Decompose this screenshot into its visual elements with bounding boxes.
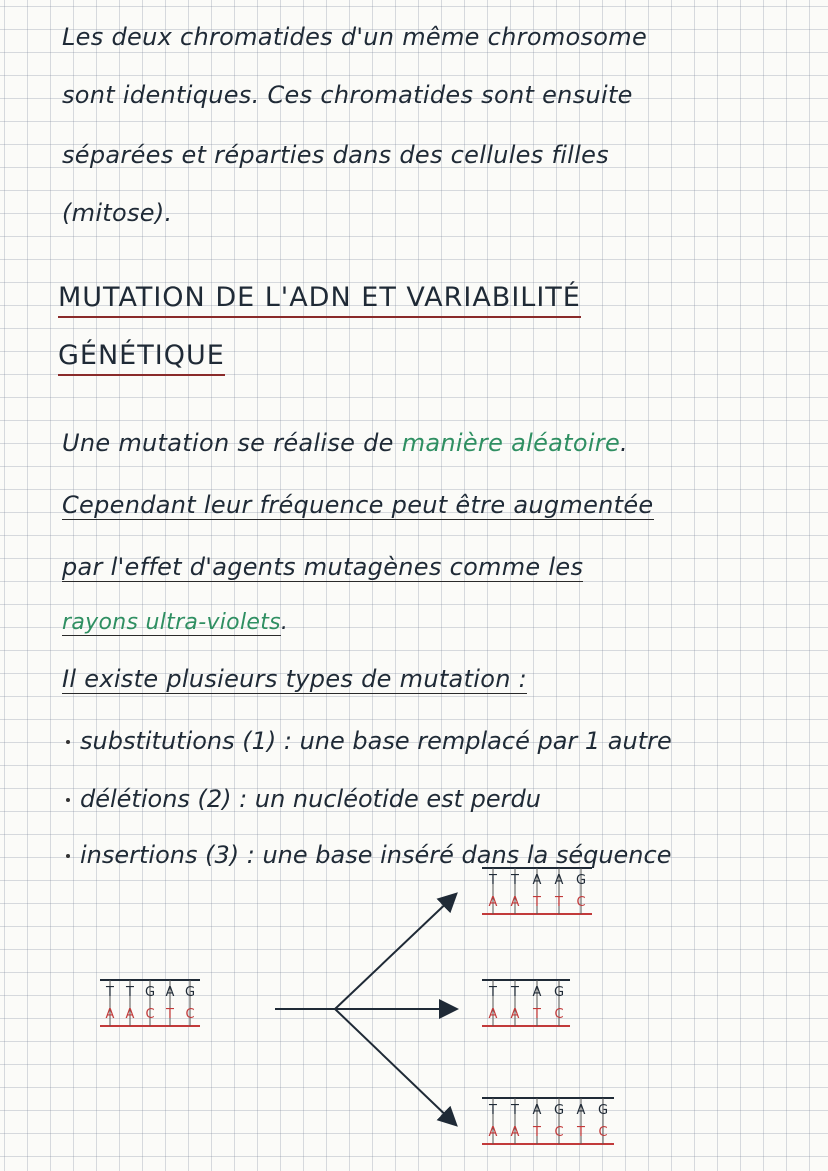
base-top: T: [489, 985, 497, 1000]
text-span: .: [280, 610, 289, 635]
dna-substitution: [482, 868, 592, 914]
base-bottom: C: [554, 1125, 564, 1140]
arrow-substitution: [335, 895, 455, 1009]
base-top: A: [532, 1103, 542, 1118]
base-top: A: [532, 985, 542, 1000]
base-top: A: [554, 873, 564, 888]
highlight-text: manière aléatoire: [401, 429, 621, 457]
base-top: T: [489, 1103, 497, 1118]
list-item-text: substitutions (1) : une base remplacé par 1 autre: [80, 727, 672, 755]
base-top: G: [144, 985, 156, 1000]
dna-deletion: [482, 980, 570, 1026]
base-top: G: [575, 873, 587, 888]
base-top: T: [511, 1103, 519, 1118]
base-top: A: [165, 985, 175, 1000]
text-span: par l'effet d'agents mutagènes comme les: [62, 553, 584, 581]
base-bottom: A: [510, 895, 520, 910]
base-top: G: [553, 985, 565, 1000]
base-bottom: A: [488, 1125, 498, 1140]
dna-groups: [100, 868, 614, 1144]
base-top: G: [553, 1103, 565, 1118]
dna-original: [100, 980, 200, 1026]
text-span: Une mutation se réalise de: [62, 429, 394, 457]
base-top: T: [126, 985, 134, 1000]
base-bottom: T: [533, 1125, 541, 1140]
base-top: A: [532, 873, 542, 888]
base-bottom: C: [145, 1007, 155, 1022]
base-bottom: T: [577, 1125, 585, 1140]
base-bottom: A: [488, 1007, 498, 1022]
text-span: Cependant leur fréquence peut être augmentée: [62, 491, 654, 519]
base-top: G: [597, 1103, 609, 1118]
arrow-insertion: [335, 1009, 455, 1124]
base-bottom: C: [554, 1007, 564, 1022]
base-top: G: [184, 985, 196, 1000]
base-top: T: [511, 873, 519, 888]
text-line: séparées et réparties dans des cellules filles: [62, 141, 609, 169]
base-bottom: A: [105, 1007, 115, 1022]
text-line: (mitose).: [62, 199, 173, 227]
base-top: A: [576, 1103, 586, 1118]
base-bottom: A: [488, 895, 498, 910]
base-bottom: C: [598, 1125, 608, 1140]
base-bottom: A: [510, 1125, 520, 1140]
text-line: Les deux chromatides d'un même chromosome: [62, 23, 648, 51]
base-top: T: [106, 985, 114, 1000]
base-top: T: [489, 873, 497, 888]
base-bottom: A: [125, 1007, 135, 1022]
list-item-text: insertions (3) : une base inséré dans la séquence: [80, 841, 672, 869]
base-bottom: T: [166, 1007, 174, 1022]
base-bottom: C: [576, 895, 586, 910]
text-span: Il existe plusieurs types de mutation :: [62, 665, 528, 693]
base-bottom: A: [510, 1007, 520, 1022]
base-top: T: [511, 985, 519, 1000]
dna-insertion: [482, 1098, 614, 1144]
section-heading: GÉNÉTIQUE: [58, 340, 225, 376]
text-span: .: [620, 429, 628, 457]
section-heading: MUTATION DE L'ADN ET VARIABILITÉ: [58, 282, 581, 318]
base-bottom: C: [185, 1007, 195, 1022]
base-bottom: T: [555, 895, 563, 910]
text-line: sont identiques. Ces chromatides sont ensuite: [62, 81, 633, 109]
base-bottom: T: [533, 895, 541, 910]
base-bottom: T: [533, 1007, 541, 1022]
list-item-text: délétions (2) : un nucléotide est perdu: [80, 785, 541, 813]
highlight-text: rayons ultra-violets: [62, 610, 281, 635]
